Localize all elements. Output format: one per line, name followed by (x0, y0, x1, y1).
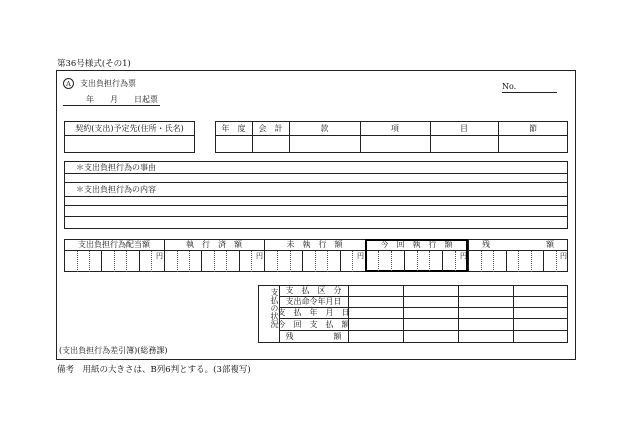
yen-unit: 円 (357, 252, 364, 260)
budget-col-kan: 款 (320, 123, 329, 133)
digit-separator (429, 251, 430, 271)
no-underline (502, 92, 557, 93)
payment-col-sep (403, 285, 404, 343)
ledger-note: (支出負担行為差引簿)(総務課) (59, 346, 168, 355)
digit-separator (518, 251, 519, 272)
col-remaining: 残 額 (482, 240, 554, 249)
col-executed: 執 行 済 額 (186, 240, 242, 249)
budget-col-year: 年 度 (221, 123, 246, 133)
digit-separator (201, 251, 202, 272)
digit-separator (114, 251, 115, 272)
digit-separator (455, 251, 456, 271)
budget-col-moku: 目 (460, 123, 468, 133)
form-number: 第36号様式(その1) (57, 59, 131, 69)
budget-table-divider (215, 135, 568, 136)
digit-separator (89, 251, 90, 272)
digit-separator (214, 251, 215, 272)
contractor-label: 契約(支出)予定先(住所・氏名) (75, 123, 184, 133)
description-rule (64, 182, 568, 183)
payment-row-category: 支 払 区 分 (285, 286, 342, 295)
digit-separator (352, 251, 353, 272)
digit-separator (340, 251, 341, 272)
digit-separator (77, 251, 78, 272)
digit-separator (101, 251, 102, 272)
digit-separator (391, 251, 392, 271)
digit-separator (481, 251, 482, 272)
digit-separator (378, 251, 379, 271)
payment-col-sep (513, 285, 514, 343)
yen-unit: 円 (460, 252, 467, 260)
digit-separator (506, 251, 507, 272)
digit-separator (126, 251, 127, 272)
content-label: ＊支出負担行為の内容 (76, 185, 156, 194)
budget-col-kou: 項 (391, 123, 399, 133)
digit-separator (417, 251, 418, 271)
payment-status-side-label: 支払の状況 (270, 288, 279, 328)
yen-unit: 円 (256, 252, 263, 260)
digit-separator (290, 251, 291, 272)
description-rule (64, 216, 568, 217)
col-allocated: 支出負担行為配当額 (78, 240, 150, 249)
digit-separator (302, 251, 303, 272)
payment-row-current-amount: 今 回 支 払 額 (277, 319, 350, 329)
digit-separator (531, 251, 532, 272)
digit-separator (493, 251, 494, 272)
description-rule (64, 205, 568, 206)
yen-unit: 円 (156, 252, 163, 260)
col-unexecuted: 未 執 行 額 (286, 240, 343, 249)
digit-separator (556, 251, 557, 272)
payment-row-pay-date: 支 払 年 月 日 (277, 308, 350, 317)
digit-separator (239, 251, 240, 272)
date-underline (63, 105, 160, 106)
budget-col-account: 会 計 (258, 123, 283, 133)
description-rule (64, 196, 568, 197)
yen-unit: 円 (560, 252, 567, 260)
digit-separator (543, 251, 544, 272)
no-label: No. (502, 82, 517, 91)
contractor-divider (64, 135, 195, 136)
digit-separator (226, 251, 227, 272)
digit-separator (251, 251, 252, 272)
form-title: 支出負担行為票 (80, 79, 136, 88)
digit-separator (151, 251, 152, 272)
digit-separator (315, 251, 316, 272)
budget-col-setsu: 節 (529, 123, 537, 133)
digit-separator (277, 251, 278, 272)
digit-separator (442, 251, 443, 271)
digit-separator (327, 251, 328, 272)
remarks: 備考 用紙の大きさは、B列6判とする。(3部複写) (57, 365, 251, 375)
date-label: 年 月 日起票 (86, 95, 158, 104)
digit-separator (177, 251, 178, 272)
digit-separator (404, 251, 405, 271)
payment-col-sep (458, 285, 459, 343)
reason-label: ＊支出負担行為の事由 (76, 163, 156, 172)
col-current: 今 回 執 行 額 (380, 240, 453, 249)
circle-a-mark: A (63, 78, 74, 89)
description-rule (64, 173, 568, 174)
digit-separator (139, 251, 140, 272)
payment-row-remaining: 残 額 (285, 332, 342, 341)
payment-row-order-date: 支出命令年月日 (285, 297, 342, 306)
digit-separator (189, 251, 190, 272)
